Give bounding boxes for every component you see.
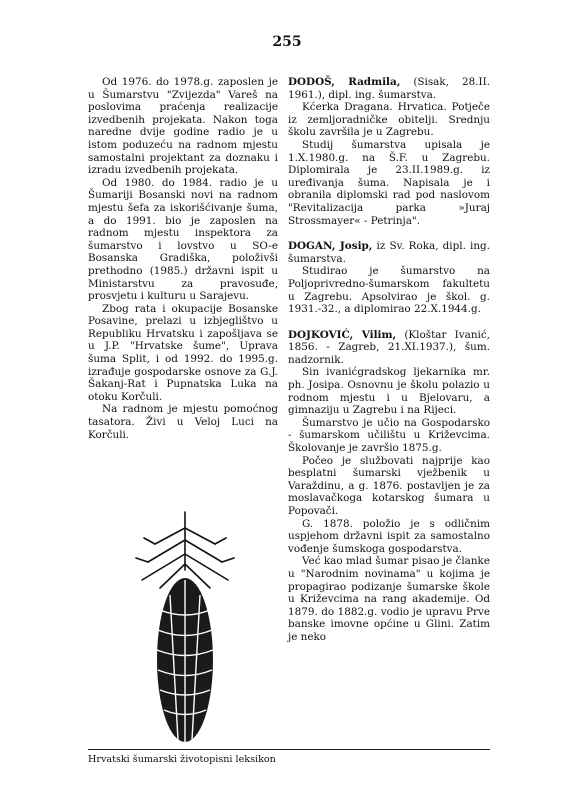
page-number: 255 <box>272 34 302 50</box>
paragraph: Kćerka Dragana. Hrvatica. Potječe iz zemljoradničke obitelji. Srednju školu završila je u Zagrebu. <box>288 101 490 139</box>
footer-text: Hrvatski šumarski životopisni leksikon <box>88 754 276 765</box>
entry-name: DOJKOVIĆ, Vilim, <box>288 328 397 341</box>
paragraph: Šumarstvo je učio na Gospodarsko - šumarskom učilištu u Križevcima. Školovanje je završio 1875.g. <box>288 416 490 455</box>
paragraph: Studij šumarstva upisala je 1.X.1980.g. na Š.F. u Zagrebu. Diplomirala je 23.II.1989.g. iz uređivanja šuma. Napisala je i obranila diplomski rad pod naslovom "Revitalizacija parka »Juraj Strossmayer« - Petrinja". <box>288 138 490 227</box>
paragraph: Već kao mlad šumar pisao je članke u "Narodnim novinama" u kojima je propagirao podizanje šumarske škole u Križevcima na rang akademije. Od 1879. do 1882.g. vodio je upravu Prve banske imovne općine u Glini. Zatim je neko <box>288 555 490 643</box>
entry-meta: iz Sv. Roka, dipl. ing. šumarstva. <box>288 240 491 265</box>
right-column <box>288 76 490 644</box>
footer-divider <box>88 749 490 750</box>
paragraph: Sin ivanićgradskog ljekarnika mr. ph. Josipa. Osnovnu je školu polazio u rodnom mjestu i u Bjelovaru, a gimnaziju u Zagrebu i na Rijeci. <box>288 366 490 417</box>
entry-heading <box>288 329 490 367</box>
entry-meta: (Sisak, 28.II. 1961.), dipl. ing. šumarstva. <box>288 76 490 101</box>
paragraph: Od 1980. do 1984. radio je u Šumariji Bosanski novi na radnom mjestu šefa za iskorišćivanje šuma, a do 1991. bio je zaposlen na radnom mjestu inspektora za šumarstvo i lovstvo u SO-e Bosanska Gradiška, položivši prethodno (1985.) državni ispit u Ministarstvu za pravosuđe, prosvjetu i kulturu u Sarajevu. <box>88 176 278 303</box>
entry-heading <box>288 240 490 265</box>
entry-dojkovic <box>288 329 490 644</box>
entry-meta: (Kloštar Ivanić, 1856. - Zagreb, 21.XI.1937.), šum. nadzornik. <box>288 328 490 366</box>
paragraph: Počeo je službovati najprije kao besplatni šumarski vježbenik u Varaždinu, a g. 1876. postavljen je za moslavačkoga kotarskog šumara u Popovači. <box>288 454 490 517</box>
entry-name: DODOŠ, Radmila, <box>288 76 401 88</box>
pine-cone-illustration <box>130 510 240 760</box>
paragraph: Studirao je šumarstvo na Poljoprivredno-šumarskom fakultetu u Zagrebu. Apsolvirao je škol. g. 1931.-32., a diplomirao 22.X.1944.g. <box>288 265 490 316</box>
entry-name: DOGAN, Josip, <box>288 240 373 253</box>
paragraph: Na radnom je mjestu pomoćnog tasatora. Živi u Veloj Luci na Korčuli. <box>88 403 278 441</box>
entry-dogan <box>288 240 490 316</box>
entry-heading <box>288 76 490 101</box>
paragraph: Zbog rata i okupacije Bosanske Posavine, prelazi u izbjeglištvo u Republiku Hrvatsku i zapošljava se u J.P. "Hrvatske šume", Uprava šuma Split, i od 1992. do 1995.g. izrađuje gospodarske osnove za G.J. Šakanj-Rat i Pupnatska Luka na otoku Korčuli. <box>88 302 278 403</box>
paragraph: Od 1976. do 1978.g. zaposlen je u Šumarstvu "Zvijezda" Vareš na poslovima praćenja realizacije izvedbenih projekata. Nakon toga naredne dvije godine radio je u istom poduzeću na radnom mjestu samostalni projektant za doznaku i izradu izvedbenih projekata. <box>88 76 278 177</box>
left-column <box>88 76 278 441</box>
paragraph: G. 1878. položio je s odličnim uspjehom državni ispit za samostalno vođenje šumskoga gospodarstva. <box>288 517 490 555</box>
entry-dodos <box>288 76 490 227</box>
